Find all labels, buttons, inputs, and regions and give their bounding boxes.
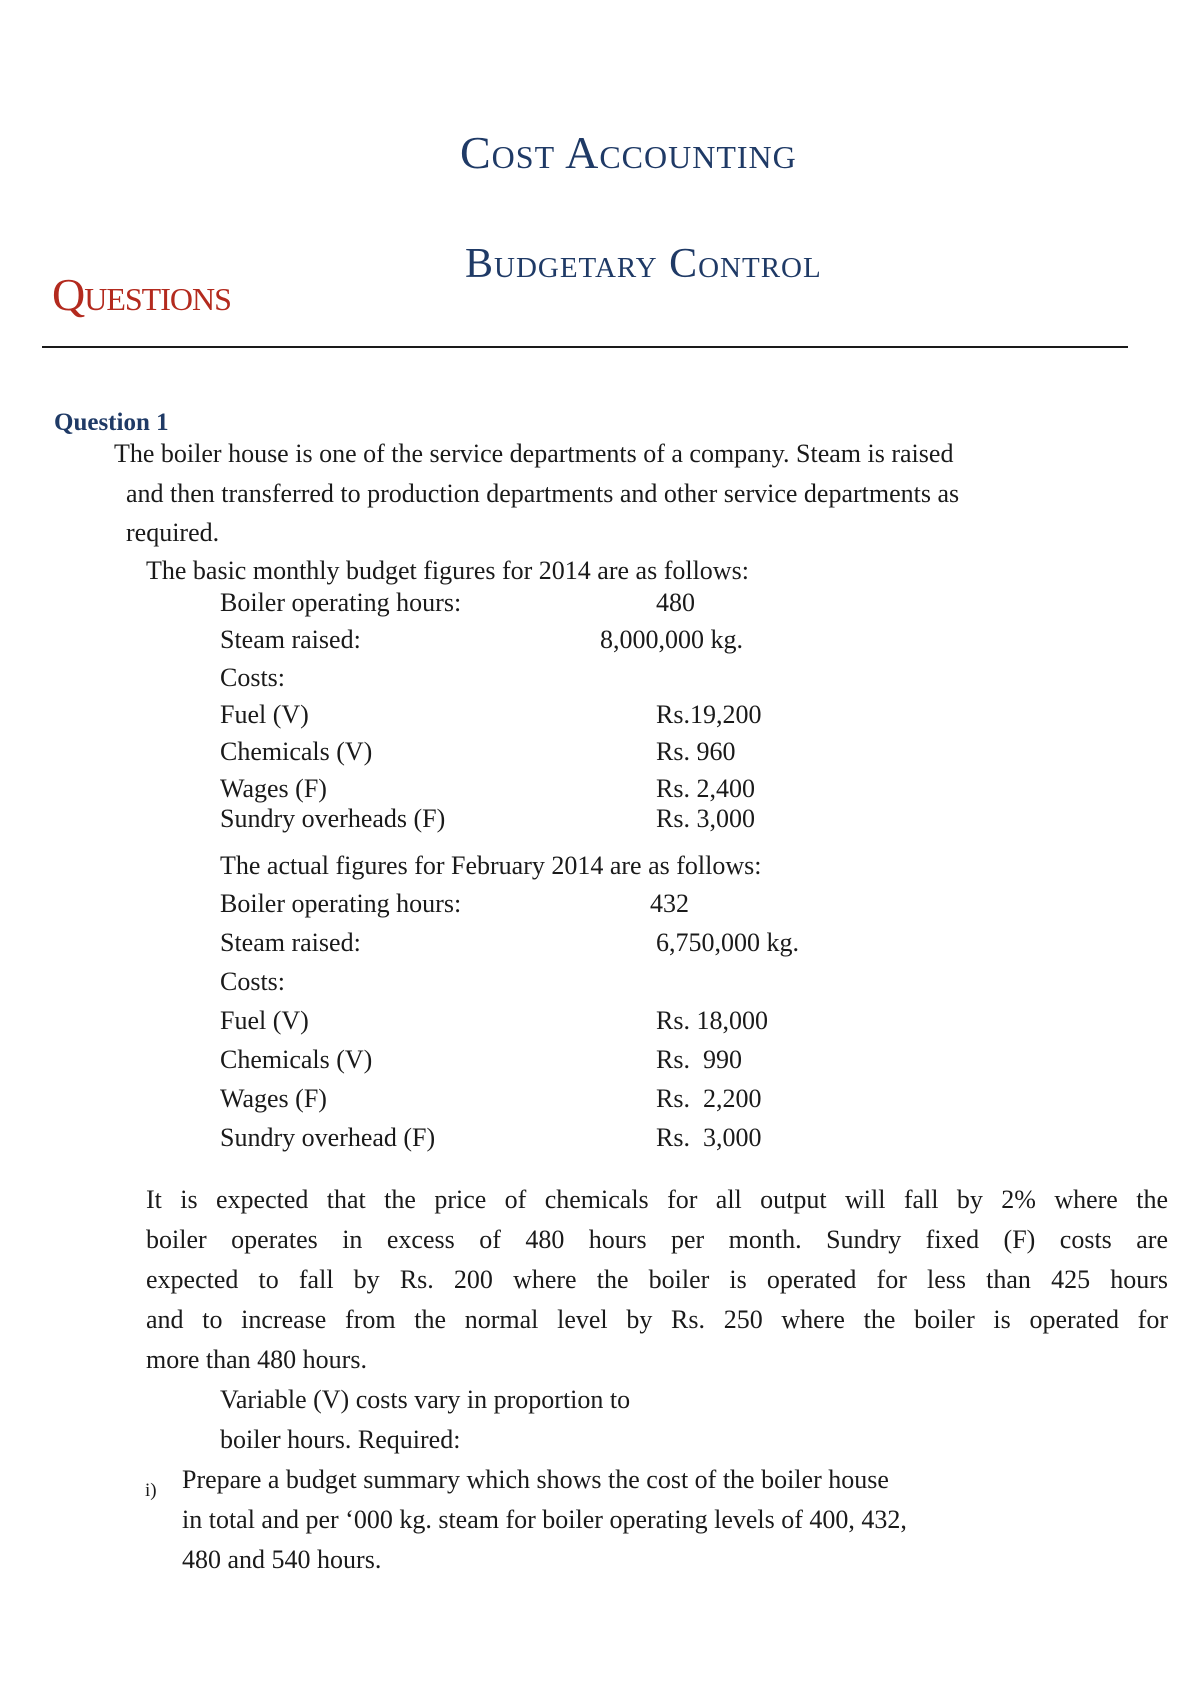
actual-row-value: Rs. 3,000 xyxy=(656,1123,762,1152)
header-divider xyxy=(42,346,1128,348)
expectation-line: It is expected that the price of chemicals for all output will fall by 2% where the xyxy=(146,1185,1168,1214)
question-heading: Question 1 xyxy=(54,409,169,436)
budget-row-value: 8,000,000 kg. xyxy=(600,625,743,654)
actual-row-label: Wages (F) xyxy=(220,1084,327,1113)
expectation-line: expected to fall by Rs. 200 where the boiler is operated for less than 425 hours xyxy=(146,1265,1168,1294)
budget-row-label: Chemicals (V) xyxy=(220,737,373,766)
actual-row-value: 6,750,000 kg. xyxy=(656,928,799,957)
budget-row-label: Wages (F) xyxy=(220,774,327,803)
actual-row-label: Fuel (V) xyxy=(220,1006,309,1035)
actual-row-label: Boiler operating hours: xyxy=(220,889,462,918)
document-title: Cost Accounting xyxy=(460,127,797,178)
budget-row-value: 480 xyxy=(656,588,695,617)
budget-row-label: Costs: xyxy=(220,663,286,692)
actual-intro: The actual figures for February 2014 are as follows: xyxy=(220,851,762,880)
budget-row-value: Rs. 2,400 xyxy=(656,774,755,803)
actual-row-value: 432 xyxy=(650,889,689,918)
section-label: Questions xyxy=(52,269,231,320)
budget-row-label: Boiler operating hours: xyxy=(220,588,462,617)
expectation-line: more than 480 hours. xyxy=(146,1345,367,1374)
intro-line: The boiler house is one of the service departments of a company. Steam is raised xyxy=(114,439,954,468)
actual-row-label: Costs: xyxy=(220,967,286,996)
budget-row-value: Rs.19,200 xyxy=(656,700,762,729)
expectation-line: and to increase from the normal level by Rs. 250 where the boiler is operated for xyxy=(146,1305,1168,1334)
requirement-line: in total and per ‘000 kg. steam for boiler operating levels of 400, 432, xyxy=(182,1505,907,1534)
actual-row-value: Rs. 990 xyxy=(656,1045,742,1074)
document-subtitle: Budgetary Control xyxy=(465,241,822,287)
variable-line: boiler hours. Required: xyxy=(220,1425,461,1454)
requirement-line: Prepare a budget summary which shows the cost of the boiler house xyxy=(182,1465,889,1494)
budget-row-label: Sundry overheads (F) xyxy=(220,804,446,833)
budget-intro: The basic monthly budget figures for 2014 are as follows: xyxy=(146,556,749,585)
actual-row-label: Sundry overhead (F) xyxy=(220,1123,436,1152)
actual-row-value: Rs. 18,000 xyxy=(656,1006,768,1035)
actual-row-label: Steam raised: xyxy=(220,928,361,957)
actual-row-label: Chemicals (V) xyxy=(220,1045,373,1074)
intro-line: required. xyxy=(126,518,220,547)
intro-line: and then transferred to production departments and other service departments as xyxy=(126,479,960,508)
requirement-marker: i) xyxy=(145,1480,157,1501)
budget-row-value: Rs. 3,000 xyxy=(656,804,755,833)
expectation-line: boiler operates in excess of 480 hours per month. Sundry fixed (F) costs are xyxy=(146,1225,1168,1254)
budget-row-label: Fuel (V) xyxy=(220,700,309,729)
budget-row-value: Rs. 960 xyxy=(656,737,736,766)
requirement-line: 480 and 540 hours. xyxy=(182,1545,382,1574)
budget-row-label: Steam raised: xyxy=(220,625,361,654)
variable-line: Variable (V) costs vary in proportion to xyxy=(220,1385,631,1414)
actual-row-value: Rs. 2,200 xyxy=(656,1084,762,1113)
